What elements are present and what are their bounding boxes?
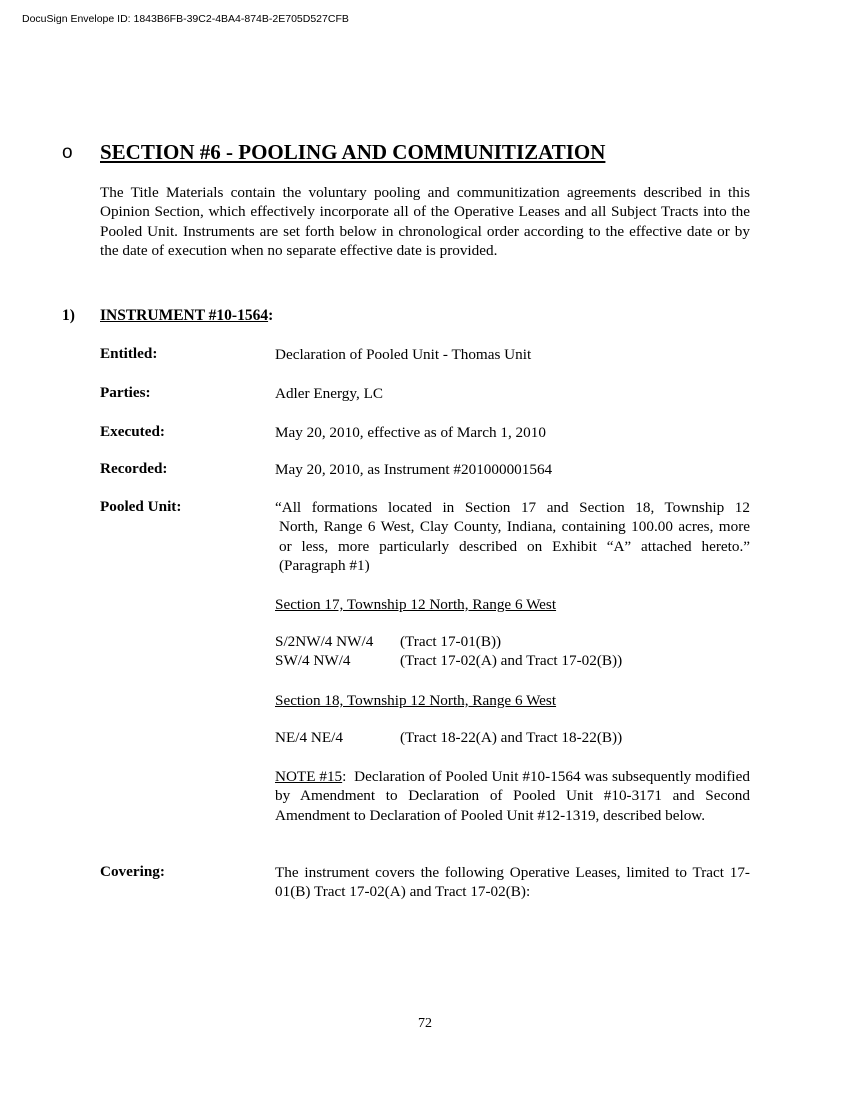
tract-reference: (Tract 17-02(A) and Tract 17-02(B)) [400,652,623,669]
instrument-title-colon: : [268,307,274,324]
recorded-value: May 20, 2010, as Instrument #201000001564 [275,461,553,478]
pooled-unit-quote-rest: North, Range 6 West, Clay County, Indiana, containing 100.00 acres, more or less, more particularly described on Exhibit “A” attached hereto.” (Paragraph #1) [279,518,750,574]
section-bullet: o [62,142,73,163]
executed-label: Executed: [100,423,165,440]
tract-row [275,652,622,670]
section-intro-paragraph: The Title Materials contain the voluntary pooling and communitization agreements described in this Opinion Section, which effectively incorporate all of the Operative Leases and all Subject Tracts into the Pooled Unit. Instruments are set forth below in chronological order according to the effective date or by the date of execution when no separate effective date is provided. [100,184,750,259]
tract-reference: (Tract 18-22(A) and Tract 18-22(B)) [400,729,623,746]
tract-row [275,729,622,747]
entitled-value: Declaration of Pooled Unit - Thomas Unit [275,346,532,363]
tract-description: SW/4 NW/4 [275,652,351,669]
note-15-text: Declaration of Pooled Unit #10-1564 was subsequently modified by Amendment to Declaration of Pooled Unit #10-3171 and Second Amendment to Declaration of Pooled Unit #12-1319, described below. [275,768,754,824]
instrument-title-text: INSTRUMENT #10-1564 [100,307,269,324]
pooled-unit-label: Pooled Unit: [100,498,182,515]
parties-label: Parties: [100,384,151,401]
tract-description: NE/4 NE/4 [275,729,343,746]
pooled-unit-description [275,498,750,575]
docusign-envelope-id: DocuSign Envelope ID: 1843B6FB-39C2-4BA4-874B-2E705D527CFB [22,13,349,25]
note-15-label: NOTE #15 [275,768,343,785]
covering-label: Covering: [100,863,165,880]
tract-description: S/2NW/4 NW/4 [275,633,374,650]
tract-reference: (Tract 17-01(B)) [400,633,502,650]
instrument-number: 1) [62,307,75,324]
parties-value: Adler Energy, LC [275,385,383,402]
pooled-unit-quote-line1: “All formations located in Section 17 and Section 18, Township 12 [275,499,750,516]
instrument-title [100,307,273,325]
recorded-label: Recorded: [100,460,168,477]
note-15-paragraph [275,767,754,825]
section17-heading: Section 17, Township 12 North, Range 6 West [275,596,557,613]
page-number: 72 [418,1016,432,1031]
covering-value: The instrument covers the following Operative Leases, limited to Tract 17-01(B) Tract 17-02(A) and Tract 17-02(B): [275,864,750,901]
note-15-colon: : [342,768,347,785]
entitled-label: Entitled: [100,345,158,362]
executed-value: May 20, 2010, effective as of March 1, 2010 [275,424,546,441]
section18-heading: Section 18, Township 12 North, Range 6 West [275,692,557,709]
section-title: SECTION #6 - POOLING AND COMMUNITIZATION [100,140,606,164]
tract-row [275,633,501,651]
